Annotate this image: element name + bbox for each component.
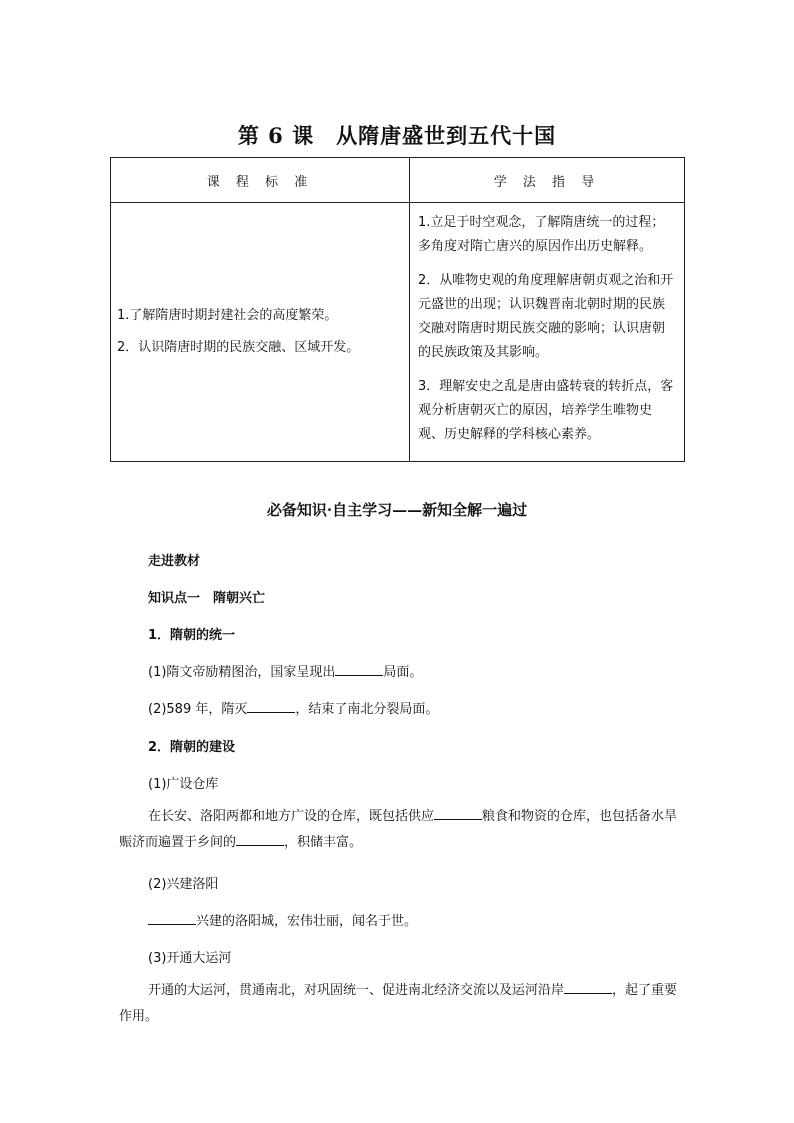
- granaries-paragraph: 在长安、洛阳两都和地方广设的仓库，既包括供应 粮食和物资的仓库，也包括备水旱赈济而遍置于乡间的 ，积储丰富。: [119, 809, 678, 850]
- knowledge-point-title: 知识点一 隋朝兴亡: [148, 591, 266, 606]
- fill-line-2: [148, 698, 438, 717]
- guidance-cell: [410, 203, 685, 462]
- subheading-unification: 1．隋朝的统一: [148, 628, 236, 643]
- section-title: 必备知识·自主学习——新知全解一遍过: [266, 501, 528, 519]
- fill-line-3: [148, 910, 417, 929]
- page-title: 第 6 课 从隋唐盛世到五代十国: [237, 123, 557, 148]
- subheading-construction: 2．隋朝的建设: [148, 740, 236, 755]
- fill-text: (2)589 年，隋灭: [148, 702, 248, 717]
- standard-item: 2．认识隋唐时期的民族交融、区域开发。: [117, 340, 360, 355]
- answer-blank[interactable]: [236, 833, 284, 846]
- fill-text: ，结束了南北分裂局面。: [295, 702, 439, 717]
- item-grand-canal: (3)开通大运河: [148, 951, 232, 966]
- answer-blank[interactable]: [335, 663, 383, 676]
- grand-canal-paragraph: 开通的大运河，贯通南北，对巩固统一、促进南北经济交流以及运河沿岸 ，起了重要作用。: [119, 983, 678, 1024]
- standard-cell: [111, 203, 410, 462]
- item-luoyang: (2)兴建洛阳: [148, 877, 219, 892]
- table-header-standard: 课 程 标 准: [111, 158, 410, 203]
- fill-text: (1)隋文帝励精图治，国家呈现出: [148, 665, 336, 680]
- fill-text: 兴建的洛阳城，宏伟壮丽，闻名于世。: [196, 914, 418, 929]
- answer-blank[interactable]: [148, 912, 196, 925]
- guidance-item: 2．从唯物史观的角度理解唐朝贞观之治和开元盛世的出现；认识魏晋南北朝时期的民族交融对隋唐时期民族交融的影响；认识唐朝的民族政策及其影响。: [418, 273, 674, 360]
- answer-blank[interactable]: [564, 981, 612, 994]
- fill-line-1: [148, 661, 422, 680]
- standard-item: 1.了解隋唐时期封建社会的高度繁荣。: [117, 308, 338, 323]
- table-header-guidance: 学 法 指 导: [410, 158, 685, 203]
- answer-blank[interactable]: [434, 807, 482, 820]
- intro-heading: 走进教材: [148, 554, 201, 569]
- guidance-item: 3．理解安史之乱是唐由盛转衰的转折点，客观分析唐朝灭亡的原因，培养学生唯物史观、历史解释的学科核心素养。: [418, 379, 674, 442]
- guidance-item: 1.立足于时空观念，了解隋唐统一的过程；多角度对隋亡唐兴的原因作出历史解释。: [418, 215, 665, 254]
- fill-text: 局面。: [383, 665, 423, 680]
- item-granaries: (1)广设仓库: [148, 777, 219, 792]
- curriculum-table: [110, 157, 685, 462]
- answer-blank[interactable]: [247, 700, 295, 713]
